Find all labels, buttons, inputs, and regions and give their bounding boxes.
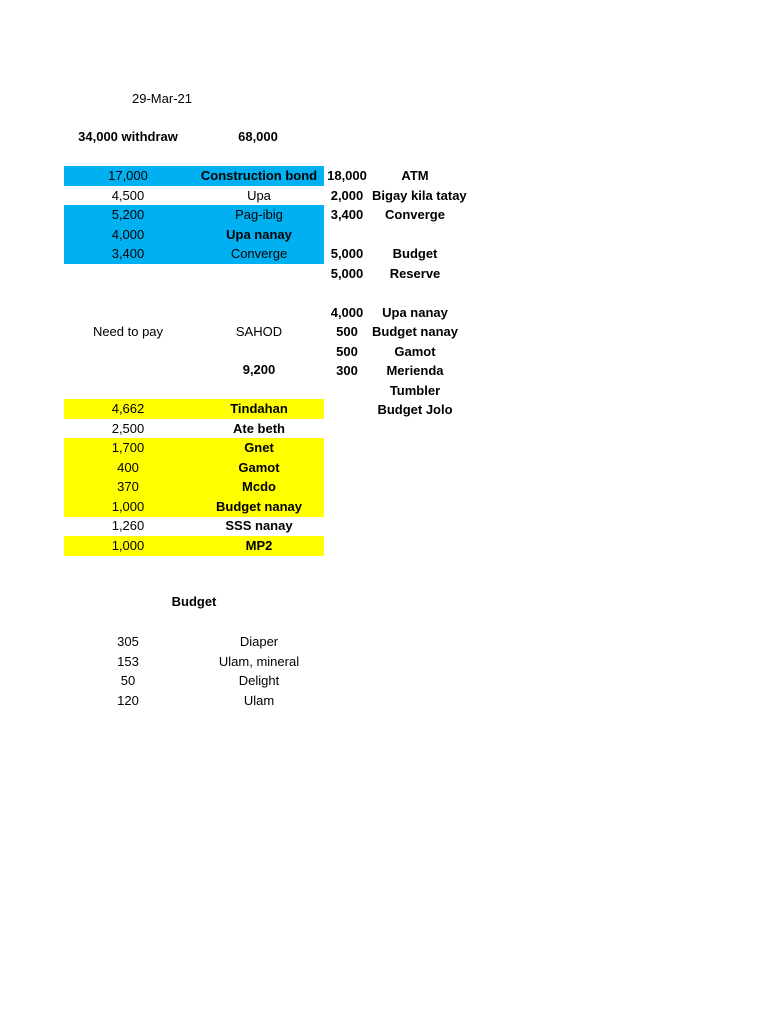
payment-label: Ate beth (233, 420, 285, 436)
right-amount: 500 (336, 324, 358, 339)
budget-amount: 153 (117, 653, 139, 669)
right-amount: 3,400 (330, 207, 364, 222)
right-label: Converge (385, 207, 445, 222)
need-to-pay-label: Need to pay (92, 324, 164, 339)
date-cell: 29-Mar-21 (132, 91, 192, 106)
payment-label: MP2 (245, 537, 273, 553)
right-amount: 4,000 (330, 304, 364, 320)
budget-amount: 120 (117, 692, 139, 708)
right-label: Tumbler (389, 382, 441, 398)
budget-label: Diaper (239, 634, 279, 649)
payment-label: Gnet (244, 440, 274, 455)
right-amount: 5,000 (330, 265, 364, 281)
right-label: Budget nanay (372, 324, 458, 339)
payment-amount: 400 (117, 459, 139, 475)
bill-amount: 17,000 (108, 168, 148, 183)
payment-label: Gamot (238, 459, 280, 475)
sahod-amount: 9,200 (242, 362, 276, 377)
bill-label: Construction bond (200, 168, 318, 183)
right-label: Budget (392, 246, 438, 261)
total-cell: 68,000 (238, 129, 278, 144)
payment-label: Mcdo (242, 479, 276, 494)
bill-label: Pag-ibig (235, 207, 283, 222)
budget-label: Ulam (243, 692, 275, 708)
payment-amount: 1,000 (111, 537, 145, 553)
right-label: Bigay kila tatay (372, 187, 467, 203)
bill-label: Upa nanay (226, 226, 292, 242)
budget-title: Budget (171, 594, 217, 609)
payment-label: SSS nanay (225, 518, 293, 533)
payment-amount: 1,260 (111, 518, 145, 533)
payment-label: Tindahan (230, 401, 288, 416)
payment-label: Budget nanay (216, 498, 302, 514)
bill-amount: 5,200 (111, 207, 145, 222)
right-label: Gamot (394, 343, 436, 359)
payment-amount: 4,662 (111, 401, 145, 416)
budget-label: Delight (238, 673, 280, 688)
budget-label: Ulam, mineral (218, 653, 300, 669)
budget-amount: 50 (120, 673, 136, 688)
payment-amount: 1,700 (111, 440, 145, 455)
right-label: Upa nanay (382, 304, 448, 320)
bill-amount: 3,400 (111, 246, 145, 261)
right-amount: 2,000 (330, 187, 364, 203)
bill-amount: 4,000 (111, 226, 145, 242)
right-amount: 300 (336, 363, 358, 378)
right-label: Reserve (389, 265, 441, 281)
right-label: Budget Jolo (377, 402, 453, 417)
payment-amount: 1,000 (111, 498, 145, 514)
payment-amount: 2,500 (111, 420, 145, 436)
sahod-label: SAHOD (235, 324, 283, 339)
right-label: Merienda (386, 363, 444, 378)
bill-amount: 4,500 (111, 187, 145, 203)
right-amount: 18,000 (327, 168, 367, 183)
bill-label: Converge (230, 246, 288, 261)
right-label: ATM (401, 168, 429, 183)
bill-label: Upa (247, 187, 271, 203)
payment-amount: 370 (117, 479, 139, 494)
budget-amount: 305 (117, 634, 139, 649)
right-amount: 5,000 (330, 246, 364, 261)
right-amount: 500 (336, 343, 358, 359)
withdraw-cell: 34,000 withdraw (78, 129, 178, 144)
